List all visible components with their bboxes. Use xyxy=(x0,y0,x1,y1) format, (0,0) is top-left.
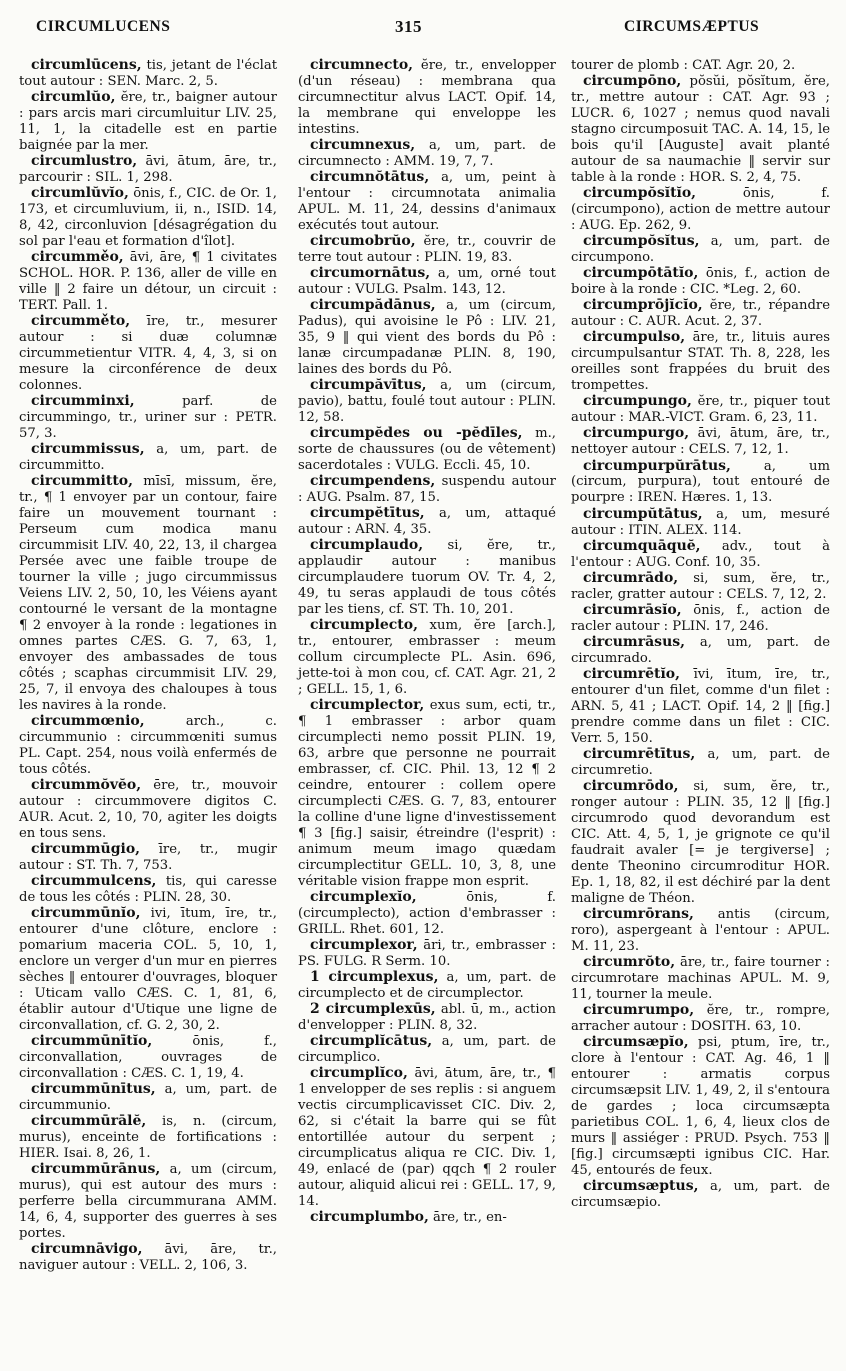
dictionary-entry xyxy=(298,298,556,378)
entry-definition: antis (circum, roro), aspergeant à l'entour : APUL. M. 11, 23. xyxy=(571,906,830,954)
entry-definition: a, um (circum, murus), qui est autour des murs : perferre bella circummurana AMM. 14, 6, 4, supporter des guerres à ses portes. xyxy=(19,1161,277,1241)
entry-definition: tis, qui caresse de tous les côtés : PLIN. 28, 30. xyxy=(19,873,277,905)
entry-headword: circumplexĭo, xyxy=(310,889,417,905)
entry-headword: circumrŏto, xyxy=(583,953,676,970)
entry-definition: ĕre, tr., couvrir de terre tout autour : PLIN. 19, 83. xyxy=(298,234,556,265)
entry-headword: circumplĭco, xyxy=(310,1065,408,1082)
entry-definition: ĕre, tr., envelopper (d'un réseau) : membrana qua circumnectitur alvus LACT. Opif. 14, la membrane qui enveloppe les intestins. xyxy=(298,58,556,137)
entry-headword: circummūgio, xyxy=(31,840,141,857)
dictionary-entry xyxy=(571,459,830,507)
entry-headword: circumplumbo, xyxy=(310,1209,429,1226)
entry-headword: circummūrālĕ, xyxy=(31,1112,147,1129)
entry-headword: circumpĕtītus, xyxy=(310,505,425,522)
entry-definition: a, um, part. de circummitto. xyxy=(19,442,277,474)
dictionary-entry xyxy=(19,714,277,778)
dictionary-entry xyxy=(571,603,830,635)
entry-headword: circumměto, xyxy=(31,313,131,330)
entry-definition: āvi, āre, ¶ 1 civitates SCHOL. HOR. P. 136, aller de ville en ville ‖ 2 faire un détour, un circuit : TERT. Pall. 1. xyxy=(19,250,277,314)
dictionary-entry xyxy=(298,1210,556,1226)
entry-headword: circumpădānus, xyxy=(310,297,436,314)
entry-definition: a, um, mesuré autour : ITIN. ALEX. 114. xyxy=(571,506,830,538)
entry-headword: circummœnio, xyxy=(31,712,145,729)
dictionary-entry xyxy=(19,1114,277,1162)
entry-definition: īvi, ītum, īre, tr., entourer d'un filet, comme d'un filet : ARN. 5, 41 ; LACT. Opif. 14, 2 ‖ [fig.] prendre comme dans un filet : CIC. Verr. 5, 150. xyxy=(571,667,830,746)
dictionary-entry xyxy=(298,474,556,506)
dictionary-entry xyxy=(298,970,556,1002)
dictionary-column-1 xyxy=(19,58,277,1274)
page-number: 315 xyxy=(395,17,422,36)
entry-headword: circumpulso, xyxy=(583,329,686,346)
dictionary-entry xyxy=(298,506,556,538)
entry-definition: ĕre, tr., rompre, arracher autour : DOSITH. 63, 10. xyxy=(571,1002,830,1034)
entry-headword: 2 circumplexūs, xyxy=(310,1001,436,1018)
dictionary-column-2 xyxy=(298,58,556,1226)
entry-headword: circumměo, xyxy=(31,249,124,266)
entry-headword: circumpōno, xyxy=(583,73,682,90)
dictionary-entry xyxy=(19,1082,277,1114)
entry-definition: āvi, ātum, āre, tr., nettoyer autour : CELS. 7, 12, 1. xyxy=(571,426,830,458)
dictionary-entry xyxy=(19,250,277,314)
dictionary-entry xyxy=(298,426,556,474)
entry-definition: āre, tr., en- xyxy=(433,1210,507,1226)
entry-headword: circumpăvītus, xyxy=(310,377,427,394)
entry-definition: ōnis, f., action de boire à la ronde : CIC. *Leg. 2, 60. xyxy=(571,266,830,298)
dictionary-entry xyxy=(571,571,830,603)
dictionary-entry xyxy=(571,394,830,426)
entry-definition: a, um, part. de circumplecto et de circumplector. xyxy=(298,970,557,1002)
entry-definition: ĕre, tr., piquer tout autour : MAR.-VICT. Gram. 6, 23, 11. xyxy=(571,394,830,426)
dictionary-entry xyxy=(19,842,277,874)
entry-headword: circumnexus, xyxy=(310,136,416,153)
entry-definition: abl. ū, m., action d'envelopper : PLIN. 8, 32. xyxy=(298,1002,556,1034)
dictionary-entry xyxy=(19,154,277,186)
entry-definition: a, um, peint à l'entour : circumnotata animalia APUL. M. 11, 24, dessins d'animaux exécutés tout autour. xyxy=(298,170,556,233)
dictionary-entry xyxy=(19,906,277,1034)
entry-definition: ōnis, f. (circumpono), action de mettre autour : AUG. Ep. 262, 9. xyxy=(571,186,830,233)
dictionary-entry xyxy=(298,266,556,298)
dictionary-entry xyxy=(298,234,556,266)
entry-definition: si, sum, ĕre, tr., ronger autour : PLIN. 35, 12 ‖ [fig.] circumrodo quod devorandum est CIC. Att. 4, 5, 1, je grignote ce qu'il faudrait avaler [= je tergiverse] ; dente Theonino circumroditur HOR. Ep. 1, 18, 82, il est déchiré par la dent maligne de Théon. xyxy=(571,779,830,906)
running-head-right: CIRCUMSÆPTUS xyxy=(624,18,760,35)
entry-headword: circumsæpĭo, xyxy=(583,1034,689,1051)
entry-definition: tis, jetant de l'éclat tout autour : SEN. Marc. 2, 5. xyxy=(19,58,277,89)
entry-definition: a, um (circum, purpura), tout entouré de pourpre : IREN. Hæres. 1, 13. xyxy=(571,458,830,506)
entry-definition: si, sum, ĕre, tr., racler, gratter autour : CELS. 7, 12, 2. xyxy=(571,570,830,602)
entry-definition: si, ĕre, tr., applaudir autour : manibus circumplaudere tuorum OV. Tr. 4, 2, 49, tu seras applaudi de tous côtés par les tiens, cf. ST. Th. 10, 201. xyxy=(298,538,556,618)
dictionary-entry xyxy=(19,1034,277,1082)
dictionary-entry xyxy=(571,298,830,330)
entry-headword: circumornātus, xyxy=(310,265,431,282)
dictionary-entry xyxy=(19,442,277,474)
entry-headword: circumrāsĭo, xyxy=(583,601,682,618)
dictionary-entry xyxy=(571,1179,830,1211)
entry-headword: circummūnītus, xyxy=(31,1080,156,1097)
entry-definition: suspendu autour : AUG. Psalm. 87, 15. xyxy=(298,474,556,506)
entry-headword: circumpungo, xyxy=(583,393,692,410)
entry-headword: circumlūcens, xyxy=(31,57,142,73)
entry-headword: circumrōrans, xyxy=(583,905,694,922)
entry-headword: circumrāsus, xyxy=(583,633,685,650)
dictionary-entry xyxy=(19,58,277,90)
entry-definition: a, um, orné tout autour : VULG. Psalm. 143, 12. xyxy=(298,266,556,298)
dictionary-entry xyxy=(298,170,556,234)
entry-definition: āvi, āre, tr., naviguer autour : VELL. 2, 106, 3. xyxy=(19,1241,277,1273)
dictionary-entry xyxy=(571,1003,830,1035)
entry-definition: īre, tr., mugir autour : ST. Th. 7, 753. xyxy=(19,841,277,873)
entry-definition: ōnis, f. (circumplecto), action d'embrasser : GRILL. Rhet. 601, 12. xyxy=(298,890,556,937)
dictionary-entry xyxy=(19,186,277,250)
entry-headword: circumrādo, xyxy=(583,569,679,586)
entry-definition: exus sum, ecti, tr., ¶ 1 embrasser : arbor quam circumplecti nemo possit PLIN. 19, 63, arbre que personne ne pourrait embrasser, cf. CIC. Phil. 13, 12 ¶ 2 ceindre, entourer : collem opere circumplecti CÆS. G. 7, 83, entourer la colline d'une ligne d'investissement ¶ 3 [fig.] saisir, étreindre (l'esprit) : animum meum imago quædam circumplectitur GELL. 10, 3, 8, une véritable vision frappe mon esprit. xyxy=(298,698,556,889)
dictionary-entry xyxy=(19,874,277,906)
dictionary-entry xyxy=(19,394,277,442)
entry-headword: circummulcens, xyxy=(31,872,157,889)
dictionary-entry xyxy=(571,266,830,298)
entry-definition: psi, ptum, īre, tr., clore à l'entour : CAT. Ag. 46, 1 ‖ entourer : armatis corpus circumsæpsit LIV. 1, 49, 2, il s'entoura de gardes ; loca circumsæpta parietibus COL. 1, 6, 4, lieux clos de murs ‖ assiéger : PRUD. Psych. 753 ‖ [fig.] circumsæpti ignibus CIC. Har. 45, entourés de feux. xyxy=(571,1035,830,1178)
entry-definition: pŏsŭi, pŏsĭtum, ĕre, tr., mettre autour : CAT. Agr. 93 ; LUCR. 6, 1027 ; nemus quod navali stagno circumposuit TAC. A. 14, 15, le bois qu'il [Auguste] avait planté autour de sa naumachie ‖ servir sur table à la ronde : HOR. S. 2, 4, 75. xyxy=(571,74,830,185)
entry-definition: a, um (circum, pavio), battu, foulé tout autour : PLIN. 12, 58. xyxy=(298,378,556,426)
entry-definition: ĕre, tr., baigner autour : pars arcis mari circumluitur LIV. 25, 11, 1, la citadelle est en partie baignée par la mer. xyxy=(19,90,277,153)
entry-headword: circumpŏsĭtĭo, xyxy=(583,185,697,201)
entry-definition: a, um, part. de circumretio. xyxy=(571,746,830,778)
dictionary-entry xyxy=(571,426,830,458)
entry-definition: tourer de plomb : CAT. Agr. 20, 2. xyxy=(571,58,796,73)
dictionary-entry xyxy=(19,314,277,394)
entry-headword: circumpŭtātus, xyxy=(583,505,703,522)
entry-headword: circumpĕdes ou -pĕdīles, xyxy=(310,425,523,442)
dictionary-entry xyxy=(571,330,830,394)
entry-definition: a, um, part. de circumnecto : AMM. 19, 7, 7. xyxy=(298,137,556,169)
entry-headword: circumpŏsĭtus, xyxy=(583,233,700,250)
entry-headword: circummŏvĕo, xyxy=(31,776,142,793)
entry-headword: circummissus, xyxy=(31,441,145,458)
dictionary-entry xyxy=(19,778,277,842)
entry-definition: ivi, ītum, īre, tr., entourer d'une clôture, enclore : pomarium maceria COL. 5, 10, 1, enclore un verger d'un mur en pierres sèches ‖ entourer d'ouvrages, bloquer : Uticam vallo CÆS. C. 1, 81, 6, établir autour d'Utique une ligne de circonvallation, cf. G. 2, 30, 2. xyxy=(19,905,277,1033)
dictionary-entry xyxy=(19,1242,277,1274)
entry-definition: m., sorte de chaussures (ou de vêtement) sacerdotales : VULG. Eccli. 45, 10. xyxy=(298,426,556,474)
entry-definition: āre, tr., faire tourner : circumrotare machinas APUL. M. 9, 11, tourner la meule. xyxy=(571,954,830,1002)
dictionary-entry xyxy=(571,507,830,539)
entry-definition: is, n. (circum, murus), enceinte de fortifications : HIER. Isai. 8, 26, 1. xyxy=(19,1113,277,1161)
dictionary-entry xyxy=(571,635,830,667)
entry-definition: ēre, tr., mouvoir autour : circummovere digitos C. AUR. Acut. 2, 10, 70, agiter les doigts en tous sens. xyxy=(19,777,277,841)
dictionary-entry xyxy=(298,938,556,970)
dictionary-entry xyxy=(298,1034,556,1066)
dictionary-entry xyxy=(571,955,830,1003)
running-head-left: CIRCUMLUCENS xyxy=(36,18,171,35)
entry-headword: circummūnītĭo, xyxy=(31,1032,153,1049)
entry-definition: āvi, ātum, āre, tr., ¶ 1 envelopper de ses replis : si anguem vectis circumplicavisset CIC. Div. 2, 62, si c'était la barre qui se fût entortillée autour du serpent ; circumplicatus aliqua re CIC. Div. 1, 49, enlacé de (par) qqch ¶ 2 rouler autour, aliquid alicui rei : GELL. 17, 9, 14. xyxy=(298,1066,556,1210)
dictionary-entry xyxy=(571,186,830,234)
entry-headword: circumrētĭo, xyxy=(583,666,681,683)
entry-headword: circumpōtātĭo, xyxy=(583,265,699,282)
entry-headword: circumnŏtātus, xyxy=(310,169,430,186)
dictionary-entry xyxy=(298,1066,556,1210)
dictionary-entry xyxy=(298,618,556,698)
entry-definition: xum, ĕre [arch.], tr., entourer, embrasser : meum collum circumplecte PL. Asin. 696, jette-toi à mon cou, cf. CAT. Agr. 21, 2 ; GELL. 15, 1, 6. xyxy=(298,618,556,698)
entry-definition: a, um, attaqué autour : ARN. 4, 35. xyxy=(298,506,556,538)
entry-definition: āre, tr., lituis aures circumpulsantur STAT. Th. 8, 228, les oreilles sont frappées du bruit des trompettes. xyxy=(571,330,830,394)
entry-headword: circumplector, xyxy=(310,697,425,714)
entry-definition: a, um, part. de circumsæpio. xyxy=(571,1178,830,1210)
entry-definition: parf. de circummingo, tr., uriner sur : PETR. 57, 3. xyxy=(19,394,277,442)
entry-definition: ōnis, f., circonvallation, ouvrages de circonvallation : CÆS. C. 1, 19, 4. xyxy=(19,1033,277,1081)
dictionary-entry xyxy=(571,74,830,186)
entry-definition: āri, tr., embrasser : PS. FULG. R Serm. 10. xyxy=(298,938,556,969)
entry-headword: circumpurgo, xyxy=(583,425,690,442)
entry-headword: circumplecto, xyxy=(310,617,418,634)
dictionary-entry xyxy=(298,138,556,170)
dictionary-entry xyxy=(571,747,830,779)
entry-definition: a, um, part. de circumplico. xyxy=(298,1034,556,1066)
dictionary-entry xyxy=(298,890,556,938)
dictionary-entry xyxy=(571,58,830,74)
entry-definition: a, um, part. de circumrado. xyxy=(571,634,830,666)
entry-headword: circummitto, xyxy=(31,473,134,490)
dictionary-entry xyxy=(571,779,830,907)
entry-headword: circumlŭo, xyxy=(31,89,116,106)
dictionary-column-3 xyxy=(571,58,830,1211)
dictionary-entry xyxy=(298,698,556,889)
page-header xyxy=(0,6,846,40)
entry-headword: 1 circumplexus, xyxy=(310,969,439,986)
entry-headword: circumplaudo, xyxy=(310,537,424,554)
entry-definition: ōnis, f., action de racler autour : PLIN. 17, 246. xyxy=(571,602,830,634)
entry-definition: a, um (circum, Padus), qui avoisine le Pô : LIV. 21, 35, 9 ‖ qui vient des bords du Pô : lanæ circumpadanæ PLIN. 8, 190, laines des bords du Pô. xyxy=(298,298,556,378)
dictionary-entry xyxy=(19,90,277,154)
entry-headword: circumnāvigo, xyxy=(31,1240,143,1257)
entry-definition: āvi, ātum, āre, tr., parcourir : SIL. 1, 298. xyxy=(19,154,277,186)
entry-headword: circumquāquĕ, xyxy=(583,537,701,554)
entry-headword: circumprōjĭcĭo, xyxy=(583,297,703,314)
entry-headword: circumrumpo, xyxy=(583,1001,695,1018)
entry-headword: circumsæptus, xyxy=(583,1177,699,1194)
entry-headword: circumrētītus, xyxy=(583,745,696,762)
dictionary-entry xyxy=(571,907,830,955)
entry-definition: īre, tr., mesurer autour : si duæ columnæ circummetientur VITR. 4, 4, 3, si on mesure la circonférence de deux colonnes. xyxy=(19,314,277,393)
entry-headword: circumrōdo, xyxy=(583,778,679,795)
entry-headword: circumminxi, xyxy=(31,393,135,410)
dictionary-entry xyxy=(19,1162,277,1242)
dictionary-entry xyxy=(298,538,556,618)
entry-headword: circumplexor, xyxy=(310,937,418,954)
dictionary-entry xyxy=(19,474,277,713)
dictionary-entry xyxy=(298,378,556,426)
entry-definition: a, um, part. de circummunio. xyxy=(19,1081,277,1113)
dictionary-entry xyxy=(571,667,830,747)
entry-headword: circummūnĭo, xyxy=(31,904,141,921)
entry-definition: ĕre, tr., répandre autour : C. AUR. Acut. 2, 37. xyxy=(571,298,830,330)
entry-headword: circumplĭcātus, xyxy=(310,1033,433,1050)
dictionary-entry xyxy=(298,58,556,138)
entry-headword: circumpurpŭrātus, xyxy=(583,457,731,474)
entry-headword: circumnecto, xyxy=(310,57,414,73)
entry-definition: adv., tout à l'entour : AUG. Conf. 10, 35. xyxy=(571,538,830,570)
entry-definition: arch., c. circummunio : circummœniti sumus PL. Capt. 254, nous voilà enfermés de tous côtés. xyxy=(19,713,277,777)
dictionary-entry xyxy=(571,539,830,571)
entry-headword: circumlŭvĭo, xyxy=(31,185,129,202)
entry-headword: circummūrānus, xyxy=(31,1160,161,1177)
dictionary-entry xyxy=(298,1002,556,1034)
entry-headword: circumobrŭo, xyxy=(310,233,416,250)
dictionary-entry xyxy=(571,1035,830,1179)
entry-definition: mīsī, missum, ĕre, tr., ¶ 1 envoyer par un contour, faire faire un mouvement tournant : Perseum cum modica manu circummisit LIV. 40, 22, 13, il chargea Persée avec une faible troupe de tourner la ville ; jugo circummissus Veiens LIV. 2, 50, 10, les Véiens ayant contourné le versant de la montagne ¶ 2 envoyer à la ronde : legationes in omnes partes CÆS. G. 7, 63, 1, envoyer des ambassades de tous côtés ; scaphas circummisit LIV. 29, 25, 7, il envoya des chaloupes à tous les navires à la ronde. xyxy=(19,474,277,713)
entry-definition: a, um, part. de circumpono. xyxy=(571,234,830,265)
entry-headword: circumlustro, xyxy=(31,153,138,170)
entry-headword: circumpendens, xyxy=(310,473,436,490)
dictionary-entry xyxy=(571,234,830,266)
entry-definition: ōnis, f., CIC. de Or. 1, 173, et circumluvium, ii, n., ISID. 14, 8, 42, circonluvion [désagrégation du sol par l'eau et formation d'îlot]. xyxy=(19,186,277,250)
